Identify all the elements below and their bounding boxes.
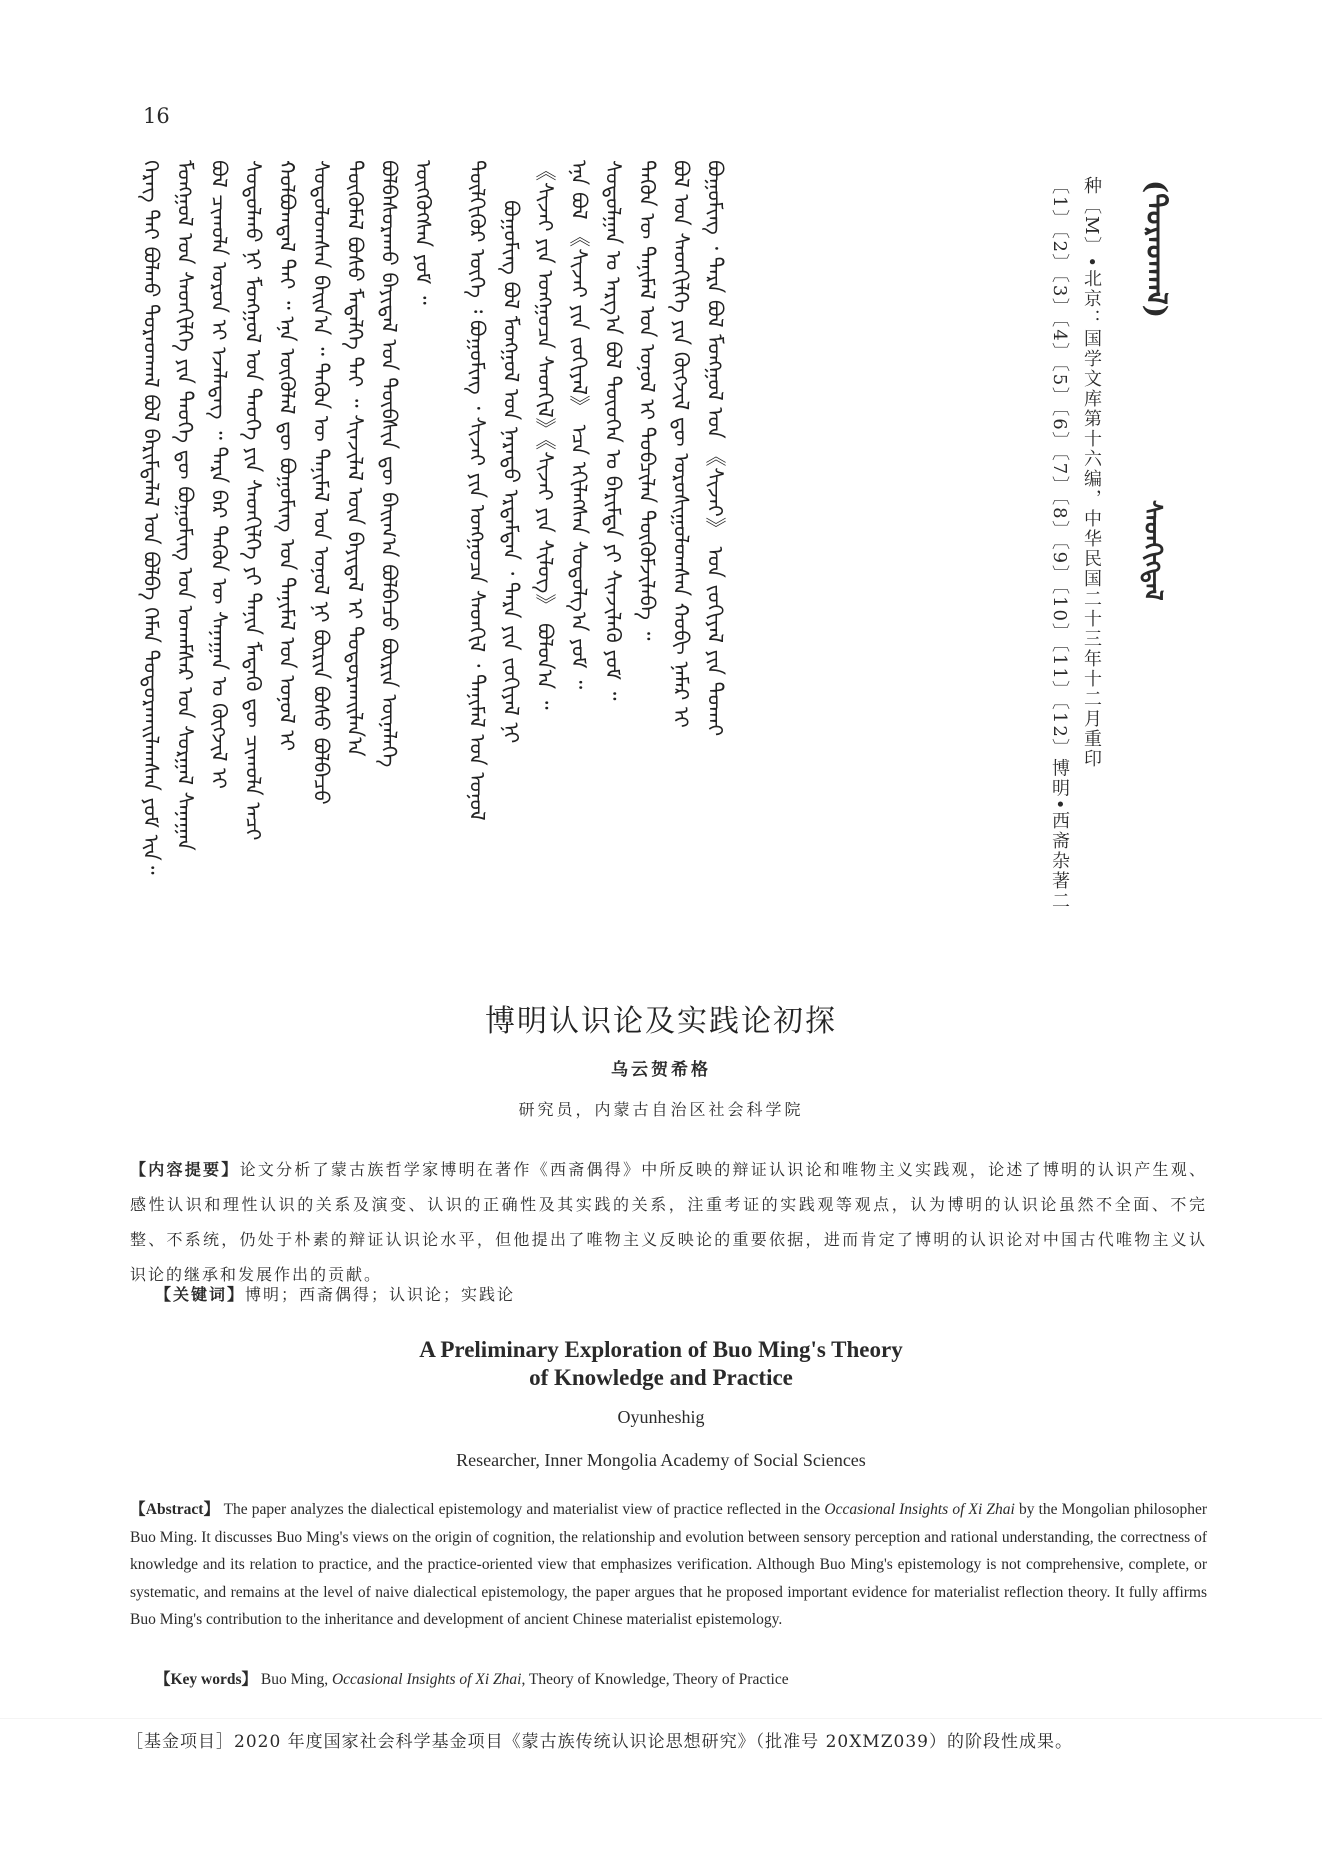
page-number: 16 [143,104,170,128]
mongolian-column: ᠲᠡᠭᠦᠨ ᠦ ᠲᠠᠨᠢᠮᠡᠯ ᠤᠨ ᠣᠨᠣᠯ ᠢ ᠲᠣᠪᠴᠢᠯᠠᠨ ᠳᠦᠭᠦᠮᠵᠢᠯᠡᠪᠡ ᠃ [635,160,659,641]
english-abstract-book-title: Occasional Insights of Xi Zhai [824,1501,1015,1518]
english-title-line1: A Preliminary Exploration of Buo Ming's Theory [419,1337,903,1362]
chinese-abstract-text: 论文分析了蒙古族哲学家博明在著作《西斋偶得》中所反映的辩证认识论和唯物主义实践观，论述了博明的认识产生观、感性认识和理性认识的关系及演变、认识的正确性及其实践的关系，注重考证的实践观等观点，认为博明的认识论虽然不全面、不完整、不系统，仍处于朴素的辩证认识论水平，但他提出了唯物主义反映论的重要依据，进而肯定了博明的认识论对中国古代唯物主义认识论的继承和发展作出的贡献。 [130,1160,1207,1284]
chinese-author: 乌云贺希格 [611,1060,711,1080]
funding-footnote [126,1727,1073,1752]
mongolian-column: ᠮᠣᠩᠭᠣᠯ ᠤᠨ ᠰᠡᠳᠬᠢᠯᠭᠡ ᠶᠢᠨ ᠲᠡᠦᠬᠡ ᠳᠦ ᠪᠣᠭᠣᠮᠢᠩ ᠤᠨ ᠤᠬᠠᠮᠰᠠᠷ ᠤᠨ ᠰᠤᠷᠭᠠᠯ ᠰᠠᠨᠠᠭᠠᠨ [173,160,197,851]
english-keywords [155,1667,789,1689]
footnote-divider [0,1718,1322,1719]
footnote-label: ［基金项目］ [126,1732,234,1752]
mongolian-column: ᠰᠤᠳᠤᠯᠤᠭᠰᠠᠨ ᠪᠠᠢᠨ᠎ᠠ ᠃ ᠲᠡᠭᠦᠨ ᠦ ᠲᠠᠨᠢᠮᠡᠯ ᠤᠨ ᠣᠨᠣᠯ ᠨᠢ ᠪᠦᠷᠢᠨ ᠪᠤᠰᠤ ᠪᠣᠯᠪᠠᠴᠤ [309,160,333,805]
chinese-keywords [155,1282,515,1305]
chinese-keywords-text: 博明；西斋偶得；认识论；实践论 [245,1285,516,1304]
reference-heading: ᠰᠡᠳᠬᠢᠭᠳᠡᠯ [1139,500,1168,601]
english-author: Oyunheshig [617,1407,705,1427]
mongolian-column: ᠲᠦᠭᠦᠮᠡᠯ ᠪᠤᠰᠤ ᠮᠡᠳᠡᠯᠭᠡ ᠲᠠᠢ ᠃ ᠰᠢᠨᠵᠢᠯᠡᠯ ᠦᠨ ᠪᠠᠶᠢᠳᠠᠯ ᠢ ᠲᠣᠳᠣᠷᠬᠠᠢᠯᠠᠨ᠎ᠠ [343,160,367,757]
english-abstract [130,1496,1207,1634]
english-affiliation: Researcher, Inner Mongolia Academy of Social Sciences [456,1450,866,1470]
mongolian-column: ᠲᠦᠯᠬᠢᠭᠦᠷ ᠦᠭᠡ ᠄ ᠪᠣᠭᠣᠮᠢᠩ ᠂ ᠰᠢᠵᠠᠢ ᠶᠢᠨ ᠣᠩᠭᠣᠴᠠ ᠰᠡᠳᠬᠢᠯ ᠂ ᠲᠠᠨᠢᠮᠡᠯ ᠤᠨ ᠣᠨᠣᠯ [465,160,489,821]
mongolian-column: ᠰᠤᠳᠤᠯᠬᠤ ᠨᠢ ᠮᠣᠩᠭᠣᠯ ᠤᠨ ᠲᠡᠦᠬᠡ ᠶᠢᠨ ᠰᠡᠳᠬᠢᠯᠭᠡ ᠶᠢ ᠲᠠᠨᠢᠨ ᠮᠡᠳᠡᠬᠦ ᠳᠦ ᠴᠢᠬᠤᠯᠠ ᠠᠴᠢ [241,160,265,841]
mongolian-column: ᠡᠨᠡ ᠪᠣᠯ 《ᠰᠢᠵᠠᠢ ᠶᠢᠨ ᠵᠣᠬᠢᠶᠠᠯ》 ᠡᠴᠡ ᠡᠬᠢᠯᠡᠭᠰᠡᠨ ᠰᠤᠳᠤᠯᠭ᠎ᠠ ᠶᠤᠮ ᠃ [567,160,591,690]
english-title [0,1336,1322,1392]
mongolian-column: ᠬᠡᠷᠡᠭ ᠲᠠᠢ ᠪᠣᠯᠬᠤ ᠳᠤᠷᠠᠳᠬᠠᠯ ᠪᠣᠯ ᠪᠠᠷᠢᠮᠲᠠᠯᠠᠯ ᠤᠨ ᠪᠣᠯᠪᠠ ᠬᠡᠮᠡᠨ ᠲᠣᠳᠣᠷᠬᠠᠢᠯᠠᠭᠰᠠᠨ ᠶᠤᠮ ᠢᠨ᠃ [139,160,163,875]
reference-list [1043,176,1107,976]
reference-heading-bracket: (ᠳᠤᠷᠠᠳᠬᠠᠯ) [1140,180,1173,318]
mongolian-column: ᠪᠣᠯ ᠤᠨ ᠰᠡᠳᠬᠢᠯᠭᠡ ᠶᠢᠨ ᠬᠥᠭᠵᠢᠯ ᠳᠦ ᠣᠷᠣᠰᠢᠭᠤᠯᠤᠭᠰᠠᠨ ᠬᠤᠪᠢ ᠨᠡᠮᠡᠷ ᠢ [669,160,693,728]
english-abstract-part1: The paper analyzes the dialectical epistemology and materialist view of practice reflected in the [223,1501,821,1518]
mongolian-column: ᠪᠣᠭᠣᠮᠢᠩ ᠂ ᠲᠡᠷᠡ ᠪᠣᠯ ᠮᠣᠩᠭᠣᠯ ᠤᠨ 《ᠰᠢᠵᠠᠢ》 ᠤᠨ ᠵᠣᠬᠢᠶᠠᠯ ᠶᠢᠨ ᠲᠤᠬᠠᠢ [703,160,727,737]
mongolian-column: ᠪᠣᠭᠣᠮᠢᠩ ᠪᠣᠯ ᠮᠣᠩᠭᠣᠯ ᠤᠨ ᠨᠡᠷᠡᠲᠦ ᠡᠷᠳᠡᠮᠲᠡᠨ ᠂ ᠲᠡᠷᠡ ᠶᠢᠨ ᠵᠣᠬᠢᠶᠠᠯ ᠨᠢ [499,200,523,744]
chinese-keywords-label: 【关键词】 [155,1285,246,1304]
mongolian-column: ᠥᠭᠭᠦᠭᠰᠡᠨ ᠶᠤᠮ ᠃ [411,160,435,305]
mongolian-column: ᠪᠣᠯᠪᠠᠰᠤᠷᠠᠬᠤ ᠪᠠᠶᠢᠳᠠᠯ ᠤᠨ ᠲᠦᠪᠰᠢᠨ ᠳᠦ ᠪᠠᠢᠭ᠎ᠠ ᠪᠣᠯᠪᠠᠴᠤ ᠪᠦᠷᠢᠨ ᠦᠨᠡᠯᠡᠭᠡ [377,160,401,768]
chinese-abstract-label: 【内容提要】 [130,1160,240,1179]
chinese-abstract [130,1152,1207,1292]
mongolian-column [442,160,462,950]
reference-text: 种〔M〕•北京：国学文库第十六编，中华民国二十三年十二月重印 〔1〕〔2〕〔3〕〔4〕〔5〕〔6〕〔7〕〔8〕〔9〕〔10〕〔11〕〔12〕博明•西斋杂著二 [1049,176,1102,912]
english-keywords-label: 【Key words】 [155,1671,258,1688]
english-keywords-part1: Buo Ming, [260,1671,329,1688]
english-abstract-part2: by the Mongolian philosopher Buo Ming. It discusses Buo Ming's views on the origin of cognition, the relationship and evolution between sensory perception and rational understanding, the correctness of knowledge and its relation to practice, and the practice-oriented view that emphasizes verification. Although Buo Ming's epistemology is not comprehensive, complete, or systematic, and remains at the level of naive dialectical epistemology, the paper argues that he proposed important evidence for materialist reflection theory. It fully affirms Buo Ming's contribution to the inheritance and development of ancient Chinese materialist epistemology. [130,1501,1208,1629]
mongolian-text-block [136,160,1086,950]
english-keywords-book-title: Occasional Insights of Xi Zhai [331,1671,522,1688]
mongolian-column: ᠪᠣᠯ ᠴᠢᠬᠤᠯᠠ ᠣᠷᠣᠨ ᠢ ᠡᠵᠡᠯᠡᠳᠡᠭ ᠃ ᠲᠡᠷᠡ ᠪᠡᠷ ᠲᠡᠭᠦᠨ ᠦ ᠰᠠᠨᠠᠭᠠᠨ ᠤ ᠬᠥᠭᠵᠢᠯ ᠢ [207,160,231,789]
mongolian-column: ᠬᠣᠯᠪᠣᠭᠳᠠᠯ ᠲᠠᠢ ᠃ ᠡᠨᠡ ᠦᠭᠦᠯᠡᠯ ᠳᠦ ᠪᠣᠭᠣᠮᠢᠩ ᠤᠨ ᠲᠠᠨᠢᠮᠡᠯ ᠤᠨ ᠣᠨᠣᠯ ᠢ [275,160,299,752]
mongolian-column: 《ᠰᠢᠵᠠᠢ ᠶᠢᠨ ᠣᠩᠭᠣᠴᠠ ᠰᠡᠳᠬᠢᠯ》《ᠰᠢᠵᠠᠢ ᠶᠢᠨ ᠰᠢᠯᠦᠭ》 ᠪᠣᠯᠤᠨ᠎ᠠ ᠃ [533,160,557,710]
footnote-text: 2020 年度国家社会科学基金项目《蒙古族传统认识论思想研究》（批准号 20XMZ039）的阶段性成果。 [234,1732,1073,1752]
mongolian-column: ᠰᠤᠳᠤᠯᠭᠠᠨ ᠤ ᠠᠷᠭ᠎ᠠ ᠪᠣᠯ ᠲᠦᠦᠬᠡᠨ ᠤ ᠪᠠᠷᠢᠮᠲᠠ ᠶᠢ ᠰᠢᠨᠵᠢᠯᠡᠬᠦ ᠶᠤᠮ ᠃ [601,160,625,701]
english-title-line2: of Knowledge and Practice [529,1365,793,1390]
chinese-title: 博明认识论及实践论初探 [485,1004,837,1039]
english-keywords-part2: , Theory of Knowledge, Theory of Practice [521,1671,789,1688]
chinese-affiliation: 研究员，内蒙古自治区社会科学院 [518,1100,804,1119]
english-abstract-label: 【Abstract】 [130,1501,220,1518]
